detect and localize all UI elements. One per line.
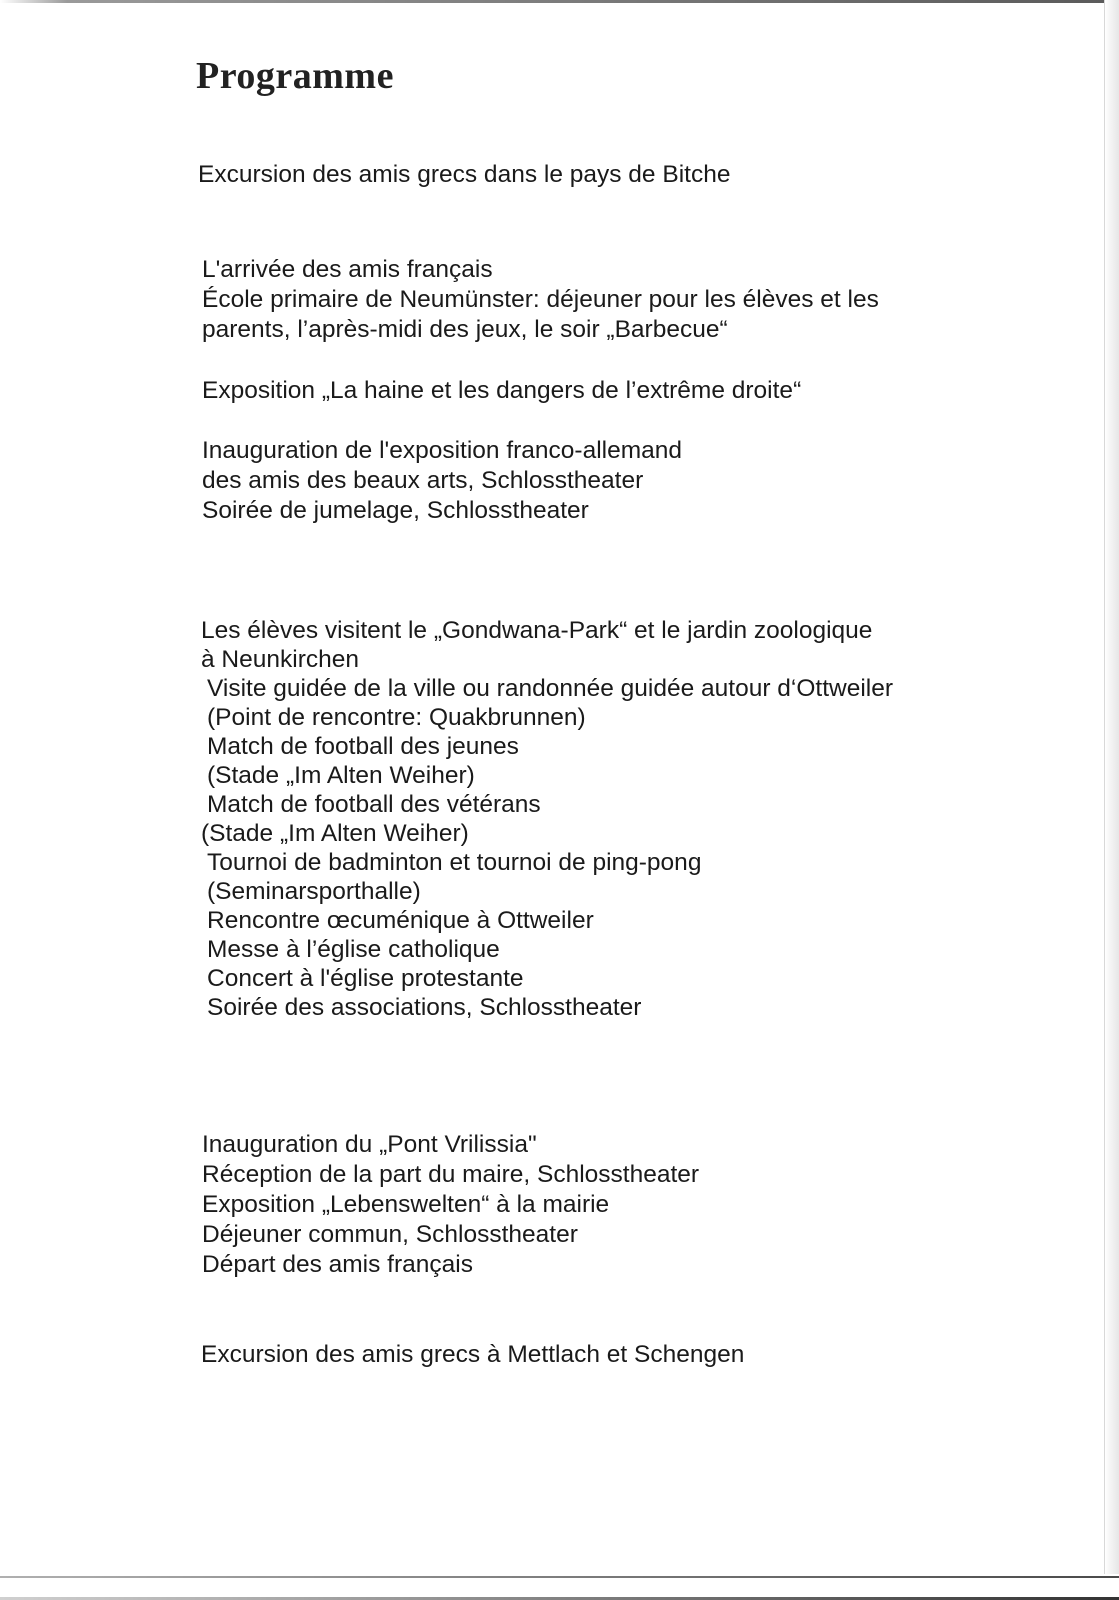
program-item: (Stade „Im Alten Weiher) bbox=[201, 820, 469, 847]
arrival-section bbox=[202, 255, 879, 345]
program-item: Les élèves visitent le „Gondwana-Park“ et le jardin zoologique bbox=[201, 617, 873, 644]
program-item: (Stade „Im Alten Weiher) bbox=[207, 762, 475, 789]
exposition-haine-line: Exposition „La haine et les dangers de l’extrême droite“ bbox=[202, 377, 802, 404]
program-item: Concert à l'église protestante bbox=[207, 965, 524, 992]
inauguration-section bbox=[202, 436, 682, 526]
scan-bottom-edge-line bbox=[0, 1576, 1119, 1578]
arrival-line-2: École primaire de Neumünster: déjeuner pour les élèves et les bbox=[202, 286, 879, 313]
program-item: Match de football des jeunes bbox=[207, 733, 519, 760]
final-day-item: Déjeuner commun, Schlosstheater bbox=[202, 1221, 578, 1248]
program-item: Messe à l’église catholique bbox=[207, 936, 500, 963]
inauguration-line-2: des amis des beaux arts, Schlosstheater bbox=[202, 467, 644, 494]
excursion-mettlach-line: Excursion des amis grecs à Mettlach et Schengen bbox=[201, 1341, 745, 1368]
day-program-section bbox=[201, 616, 893, 1022]
final-day-item: Exposition „Lebenswelten“ à la mairie bbox=[202, 1191, 610, 1218]
program-item: Tournoi de badminton et tournoi de ping-pong bbox=[207, 849, 702, 876]
program-item: (Seminarsporthalle) bbox=[207, 878, 421, 905]
inauguration-line-3: Soirée de jumelage, Schlosstheater bbox=[202, 497, 589, 524]
final-day-item: Départ des amis français bbox=[202, 1251, 473, 1278]
program-item: Visite guidée de la ville ou randonnée guidée autour d‘Ottweiler bbox=[207, 675, 894, 702]
scan-top-edge bbox=[0, 0, 1119, 3]
final-day-item: Réception de la part du maire, Schlosstheater bbox=[202, 1161, 700, 1188]
exposition-haine-section bbox=[202, 376, 801, 406]
excursion-bitche-line: Excursion des amis grecs dans le pays de Bitche bbox=[198, 161, 731, 188]
scan-right-edge bbox=[1104, 0, 1119, 1600]
arrival-line-1: L'arrivée des amis français bbox=[202, 256, 493, 283]
excursion-mettlach-section bbox=[201, 1340, 744, 1370]
program-item: à Neunkirchen bbox=[201, 646, 359, 673]
inauguration-line-1: Inauguration de l'exposition franco-allemand bbox=[202, 437, 683, 464]
final-day-item: Inauguration du „Pont Vrilissia" bbox=[202, 1131, 537, 1158]
program-item: (Point de rencontre: Quakbrunnen) bbox=[207, 704, 586, 731]
program-item: Soirée des associations, Schlosstheater bbox=[207, 994, 642, 1021]
excursion-bitche-section bbox=[198, 160, 730, 190]
final-day-section bbox=[202, 1130, 699, 1280]
program-item: Rencontre œcuménique à Ottweiler bbox=[207, 907, 594, 934]
page-title: Programme bbox=[196, 55, 394, 97]
arrival-line-3: parents, l’après-midi des jeux, le soir „Barbecue“ bbox=[202, 316, 728, 343]
program-item: Match de football des vétérans bbox=[207, 791, 541, 818]
